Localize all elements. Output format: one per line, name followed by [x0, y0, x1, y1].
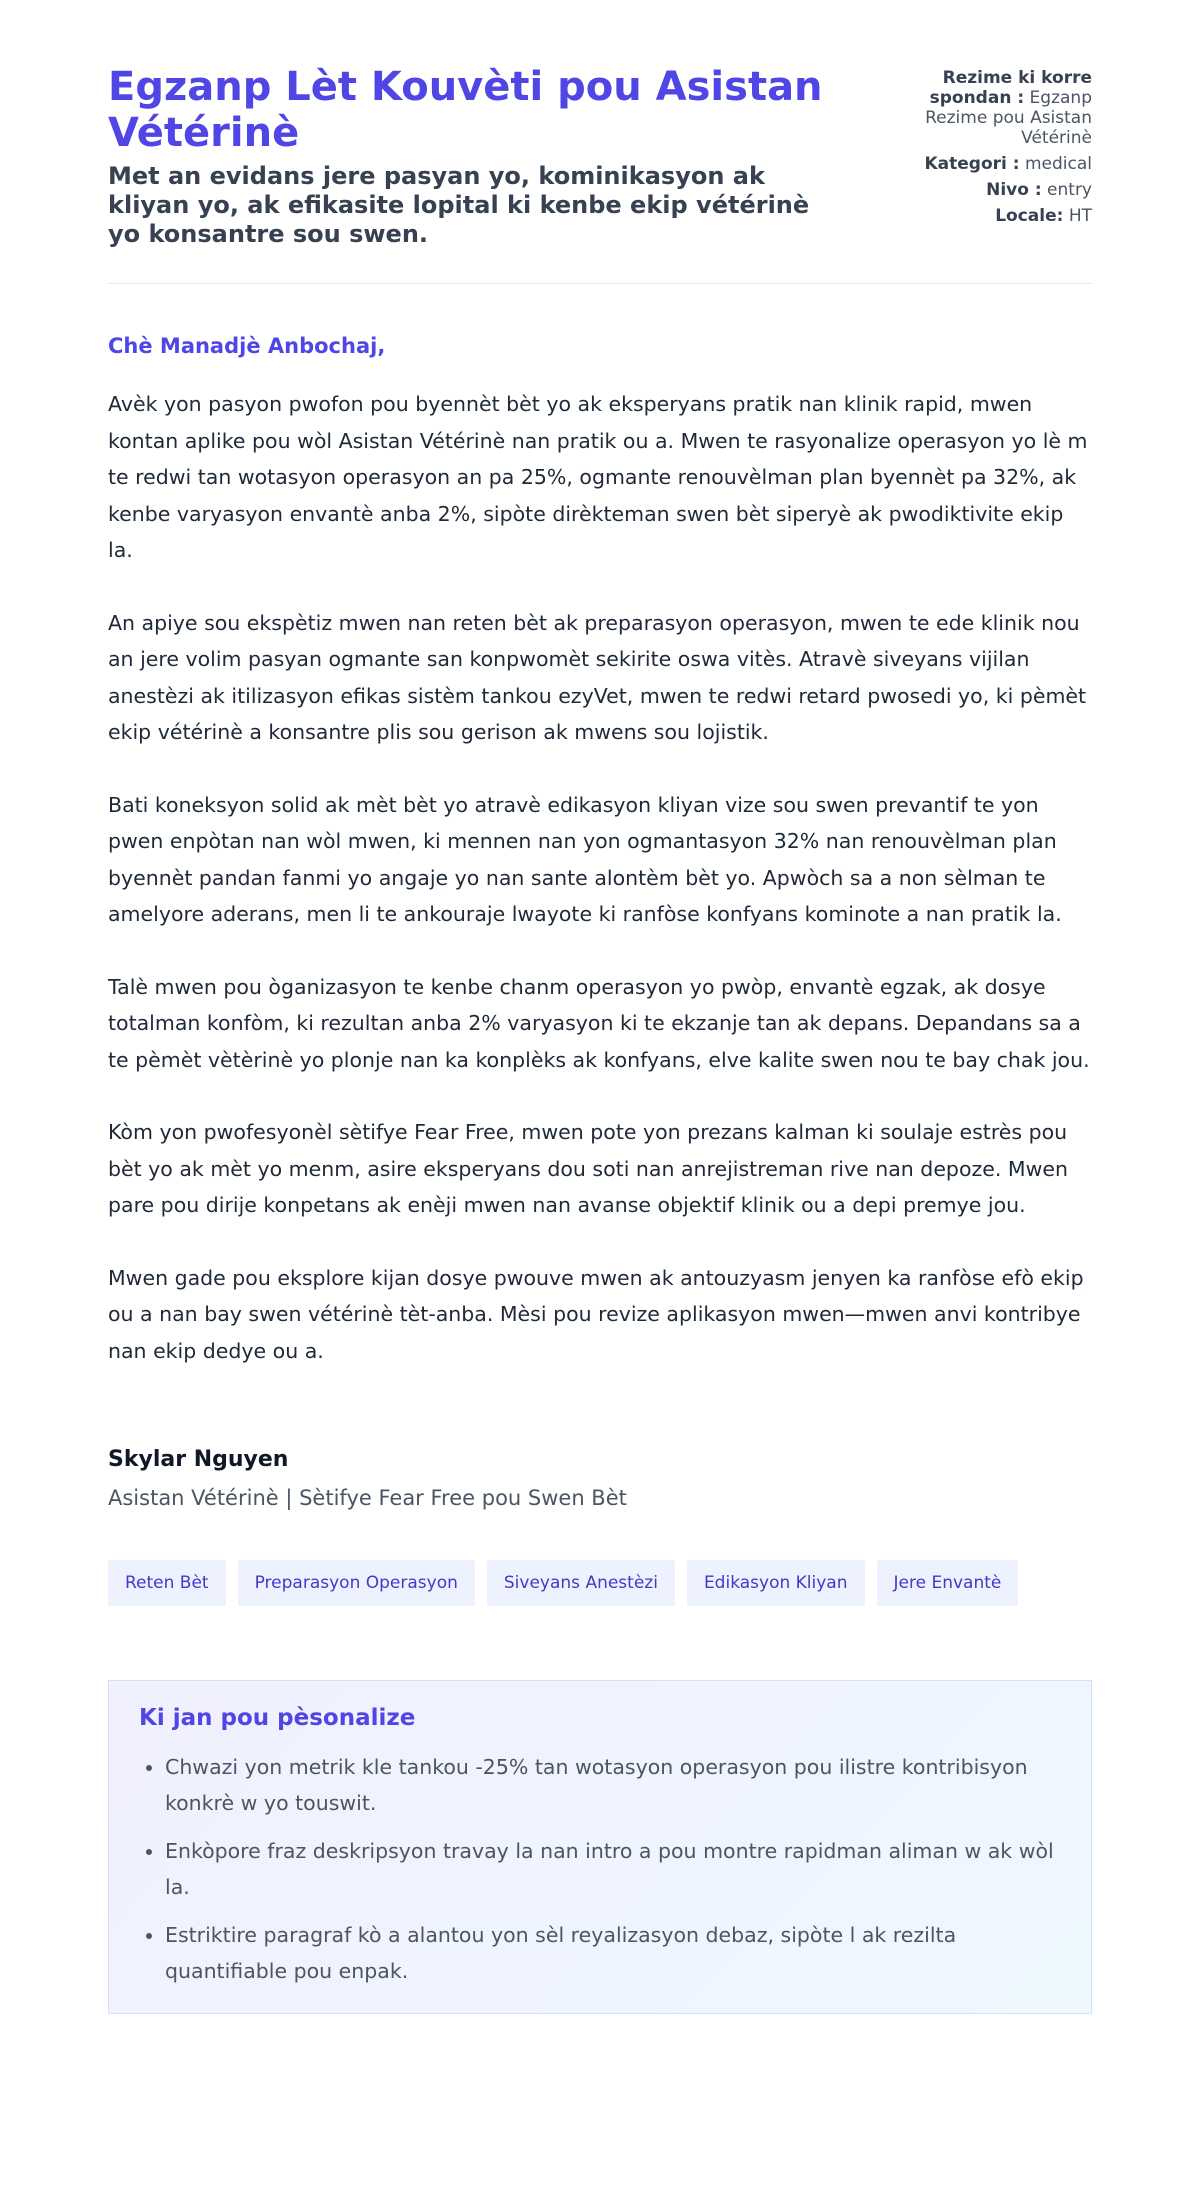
skill-tag: Reten Bèt [108, 1560, 226, 1606]
skill-tag: Siveyans Anestèzi [487, 1560, 675, 1606]
meta-level [907, 180, 1092, 200]
meta-category-label: Kategori : [924, 154, 1020, 174]
tip-item: • Estriktire paragraf kò a alantou yon sèl reyalizasyon debaz, sipòte l ak rezilta quantifiable pou enpak. [165, 1917, 1061, 1989]
meta-summary-label: Rezime ki korre spondan : [929, 68, 1092, 108]
meta-level-label: Nivo : [986, 180, 1042, 200]
tips-title: Ki jan pou pèsonalize [139, 1705, 416, 1731]
letter-paragraph: Bati koneksyon solid ak mèt bèt yo atravè edikasyon kliyan vize sou swen prevantif te yon pwen enpòtan nan wòl mwen, ki mennen nan yon ogmantasyon 32% nan renouvèlman plan byennèt pandan fanmi yo angaje yo nan sante alontèm bèt yo. Apwòch sa a non sèlman te amelyore aderans, men li te ankouraje lwayote ki ranfòse konfyans kominote a nan pratik la. [108, 792, 1062, 926]
letter-paragraph: Talè mwen pou òganizasyon te kenbe chanm operasyon yo pwòp, envantè egzak, ak dosye totalman konfòm, ki rezultan anba 2% varyasyon ki te ekzanje tan ak depans. Depandans sa a te pèmèt vètèrinè yo plonje nan ka konplèks ak konfyans, elve kalite swen nou te bay chak jou. [108, 974, 1090, 1072]
skill-tag: Jere Envantè [877, 1560, 1019, 1606]
skill-tag: Edikasyon Kliyan [687, 1560, 865, 1606]
letter-paragraph: Mwen gade pou eksplore kijan dosye pwouve mwen ak antouzyasm jenyen ka ranfòse efò ekip ou a nan bay swen vétérinè tèt-anba. Mèsi pou revize aplikasyon mwen—mwen anvi kontribye nan ekip dedye ou a. [108, 1265, 1084, 1363]
tip-item: • Chwazi yon metrik kle tankou -25% tan wotasyon operasyon pou ilistre kontribisyon konkrè w yo touswit. [165, 1749, 1061, 1821]
meta-locale-value: HT [1068, 206, 1092, 226]
header-titles [108, 64, 828, 249]
meta-panel [907, 68, 1092, 232]
meta-summary-value: Egzanp Rezime pou Asistan Vétérinè [925, 88, 1092, 148]
letter-paragraph: Kòm yon pwofesyonèl sètifye Fear Free, mwen pote yon prezans kalman ki soulaje estrès pou bèt yo ak mèt yo menm, asire eksperyans dou soti nan anrejistreman rive nan depoze. Mwen pare pou dirije konpetans ak enèji mwen nan avanse objektif klinik ou a depi premye jou. [108, 1120, 1068, 1217]
letter-paragraph: Avèk yon pasyon pwofon pou byennèt bèt yo ak eksperyans pratik nan klinik rapid, mwen kontan aplike pou wòl Asistan Vétérinè nan pratik ou a. Mwen te rasyonalize operasyon yo lè m te redwi tan wotasyon operasyon an pa 25%, ogmante renouvèlman plan byennèt pa 32%, ak kenbe varyasyon envantè anba 2%, sipòte dirèkteman swen bèt siperyè ak pwodiktivite ekip la. [108, 392, 1088, 562]
skill-tag: Preparasyon Operasyon [238, 1560, 475, 1606]
tips-list [139, 1749, 1061, 1989]
letter-greeting: Chè Manadjè Anbochaj, [108, 334, 386, 358]
signature-title: Asistan Vétérinè | Sètifye Fear Free pou Swen Bèt [108, 1486, 627, 1510]
meta-category [907, 154, 1092, 174]
meta-category-value: medical [1024, 154, 1092, 174]
page-title: Egzanp Lèt Kouvèti pou Asistan Vétérinè [108, 64, 823, 156]
meta-locale [907, 206, 1092, 226]
customization-tips-box [108, 1680, 1092, 2014]
meta-level-value: entry [1047, 180, 1092, 200]
letter-body [108, 386, 1092, 1369]
letter-paragraph: An apiye sou ekspètiz mwen nan reten bèt ak preparasyon operasyon, mwen te ede klinik nou an jere volim pasyan ogmante san konpwomèt sekirite oswa vitès. Atravè siveyans vijilan anestèzi ak itilizasyon efikas sistèm tankou ezyVet, mwen te redwi retard pwosedi yo, ki pèmèt ekip vétérinè a konsantre plis sou gerison ak mwens sou lojistik. [108, 610, 1087, 744]
meta-summary [907, 68, 1092, 148]
page-subtitle: Met an evidans jere pasyan yo, kominikasyon ak kliyan yo, ak efikasite lopital ki kenbe ekip vétérinè yo konsantre sou swen. [108, 162, 810, 248]
meta-locale-label: Locale: [995, 206, 1064, 226]
signature-name: Skylar Nguyen [108, 1447, 289, 1472]
page-header [108, 64, 1092, 284]
skill-tags [108, 1560, 1092, 1606]
tip-item: • Enkòpore fraz deskripsyon travay la nan intro a pou montre rapidman aliman w ak wòl la. [165, 1833, 1061, 1905]
